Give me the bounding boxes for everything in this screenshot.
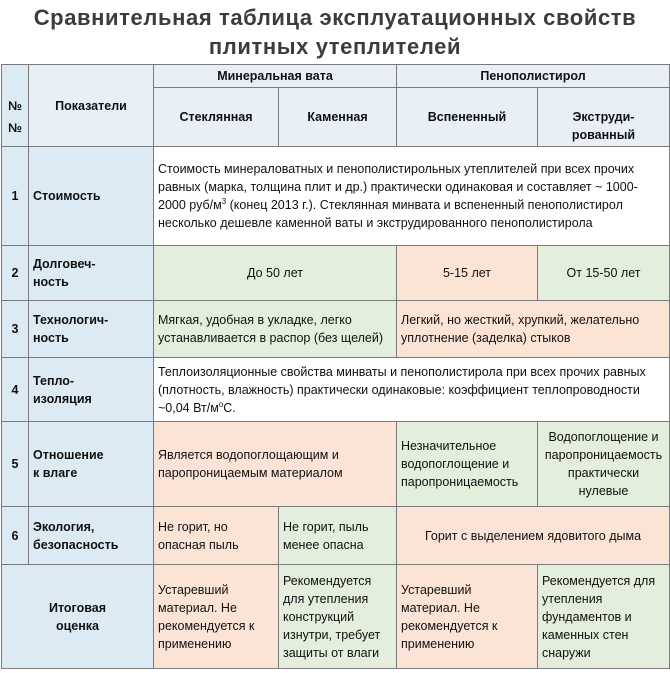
insulation-text-part2: С. xyxy=(223,400,236,415)
durability-expanded: 5-15 лет xyxy=(397,246,538,301)
header-col-stone xyxy=(279,88,397,147)
insulation-description xyxy=(154,358,670,422)
table-row xyxy=(2,301,670,358)
header-col-extruded-label: Экструди- рованный xyxy=(571,110,636,142)
header-indicators: Показатели xyxy=(55,98,127,113)
moisture-mineral: Является водопоглощающим и паропроницаемым материалом xyxy=(154,422,397,507)
header-num-cell xyxy=(2,65,29,147)
durability-mineral: До 50 лет xyxy=(154,246,397,301)
header-group-foam xyxy=(397,65,670,88)
ecology-stone: Не горит, пыль менее опасна xyxy=(279,507,397,565)
header-col-glass-label: Стеклянная xyxy=(179,110,253,124)
header-col-expanded xyxy=(397,88,538,147)
row-number: 1 xyxy=(2,147,29,246)
final-glass: Устаревший материал. Не рекомендуется к применению xyxy=(154,565,279,669)
row-number: 5 xyxy=(2,422,29,507)
table-row xyxy=(2,565,670,669)
table-row xyxy=(2,507,670,565)
insulation-text-part1: Теплоизоляционные свойства минваты и пенополистирола при всех прочих равных (плотность, влажность) практически одинаковые: коэффициент теплопроводности ~0,04 Вт/м xyxy=(158,364,646,415)
cost-description xyxy=(154,147,670,246)
insulation-text-sup: о xyxy=(218,399,224,409)
header-col-glass xyxy=(154,88,279,147)
row-number: 4 xyxy=(2,358,29,422)
row-label-ecology: Экология, безопасность xyxy=(29,507,154,565)
row-number: 3 xyxy=(2,301,29,358)
final-stone: Рекомендуется для утепления конструкций изнутри, требует защиты от влаги xyxy=(279,565,397,669)
technology-mineral: Мягкая, удобная в укладке, легко устанавливается в распор (без щелей) xyxy=(154,301,397,358)
header-col-expanded-label: Вспененный xyxy=(427,110,507,124)
title-line-2: плитных утеплителей xyxy=(208,34,462,59)
header-group-mineral xyxy=(154,65,397,88)
moisture-expanded: Незначительное водопоглощение и паропроницаемость xyxy=(397,422,538,507)
header-group-mineral-label: Минеральная вата xyxy=(217,69,333,83)
table-row xyxy=(2,147,670,246)
table-row xyxy=(2,358,670,422)
durability-extruded: От 15-50 лет xyxy=(538,246,670,301)
row-number: 2 xyxy=(2,246,29,301)
table-row xyxy=(2,246,670,301)
cost-text-sup: 3 xyxy=(221,196,227,206)
cost-text-part2: (конец 2013 г.). Стеклянная минвата и вспененный пенополистирол несколько дешевле каменной ваты и экструдированного пенополистирола xyxy=(158,198,623,230)
moisture-extruded: Водопоглощение и паропроницаемость практически нулевые xyxy=(538,422,670,507)
cost-text-part1: Стоимость минераловатных и пенополистирольных утеплителей при всех прочих равных (марка, толщина плит и др.) практически одинаковая и составляет ~ 1000-2000 руб/м xyxy=(158,162,638,212)
row-label-cost: Стоимость xyxy=(29,147,154,246)
row-label-insulation: Тепло- изоляция xyxy=(29,358,154,422)
header-col-extruded xyxy=(538,88,670,147)
technology-foam: Легкий, но жесткий, хрупкий, желательно уплотнение (заделка) стыков xyxy=(397,301,670,358)
page-title xyxy=(0,0,670,64)
header-col-stone-label: Каменная xyxy=(307,110,368,124)
row-label-moisture: Отношение к влаге xyxy=(29,422,154,507)
ecology-foam: Горит с выделением ядовитого дыма xyxy=(397,507,670,565)
row-number: 6 xyxy=(2,507,29,565)
header-num: № № xyxy=(8,98,22,135)
final-expanded: Устаревший материал. Не рекомендуется к применению xyxy=(397,565,538,669)
final-extruded: Рекомендуется для утепления фундаментов и каменных стен снаружи xyxy=(538,565,670,669)
header-indicators-cell xyxy=(29,65,154,147)
title-line-1: Сравнительная таблица эксплуатационных свойств xyxy=(33,5,637,30)
row-label-final: Итоговая оценка xyxy=(2,565,154,669)
table-row xyxy=(2,422,670,507)
row-label-durability: Долговеч- ность xyxy=(29,246,154,301)
row-label-technology: Технологич- ность xyxy=(29,301,154,358)
header-group-foam-label: Пенополистирол xyxy=(480,69,586,83)
ecology-glass: Не горит, но опасная пыль xyxy=(154,507,279,565)
comparison-table xyxy=(1,64,670,669)
